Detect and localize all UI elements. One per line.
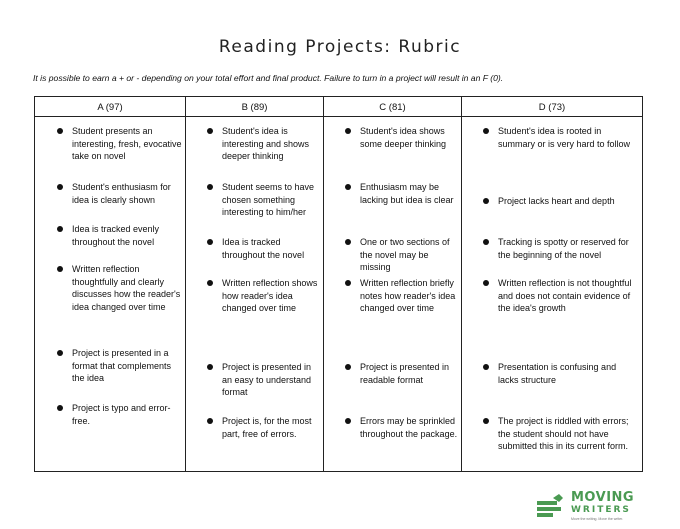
column-header-a: A (97) (97, 102, 123, 113)
column-header-c: C (81) (379, 102, 406, 113)
bullet-icon (207, 364, 213, 370)
bullet-icon (207, 239, 213, 245)
bullet-icon (207, 128, 213, 134)
bullet-icon (207, 418, 213, 424)
bullet-icon (207, 280, 213, 286)
bullet-icon (483, 364, 489, 370)
bullet-icon (483, 280, 489, 286)
logo-tagline: Move the writing. Move the writer. (571, 517, 624, 521)
column-header-b: B (89) (241, 102, 268, 113)
logo-arrow-icon (535, 492, 565, 520)
bullet-icon (57, 128, 63, 134)
bullet-icon (57, 405, 63, 411)
bullet-icon (57, 266, 63, 272)
logo-wordmark: MOVING WRITERS (571, 490, 635, 515)
bullet-icon (345, 239, 351, 245)
bullet-icon (345, 418, 351, 424)
bullet-icon (345, 364, 351, 370)
bullet-icon (345, 128, 351, 134)
bullet-icon (483, 418, 489, 424)
bullet-icon (345, 280, 351, 286)
rubric-subtitle: It is possible to earn a + or - depending on your total effort and final product. Failure to turn in a project will result in an F (0). (33, 73, 504, 83)
page-title: Reading Projects: Rubric (218, 37, 462, 57)
bullet-icon (57, 350, 63, 356)
rubric-table: A (97) B (89) C (81) D (73) Student presents an interesting, fresh, evocative take on novel Student's enthusiasm for idea is clearly shown Idea is tracked evenly throughout the novel Written reflection thoughtfully and clearly discusses how the reader's idea changed over time Project is presented in a format that complements the idea Project is typo and error-free. Student's idea is interesting and shows deeper thinking Student seems to have chosen something interesting to him/her Idea is tracked throughout the novel Written reflection shows how reader's idea changed over time Project is presented in an easy to understand format Project is, for the most part, free of errors. Student's idea shows some deeper thinking Enthusiasm may be lacking but idea is clear One or two sections of the novel may be missing Written reflection briefly notes how reader's idea changed over time Project is presented in readable format Errors may be sprinkled throughout the package. Student's idea is rooted in summary or is very hard to follow Project lacks heart and depth Tracking is spotty or reserved for the beginning of the novel Written reflection is not thoughtful and does not contain evidence of the idea's growth Presentation is confusing and lacks structure The project is riddled with errors; the student should not have submitted this in its current form. (34, 96, 643, 472)
column-header-d: D (73) (538, 102, 566, 113)
bullet-icon (57, 226, 63, 232)
bullet-icon (57, 184, 63, 190)
bullet-icon (345, 184, 351, 190)
column-divider (323, 97, 324, 471)
bullet-icon (207, 184, 213, 190)
moving-writers-logo (535, 490, 645, 524)
column-divider (185, 97, 186, 471)
column-divider (461, 97, 462, 471)
bullet-icon (483, 239, 489, 245)
bullet-icon (483, 198, 489, 204)
bullet-icon (483, 128, 489, 134)
